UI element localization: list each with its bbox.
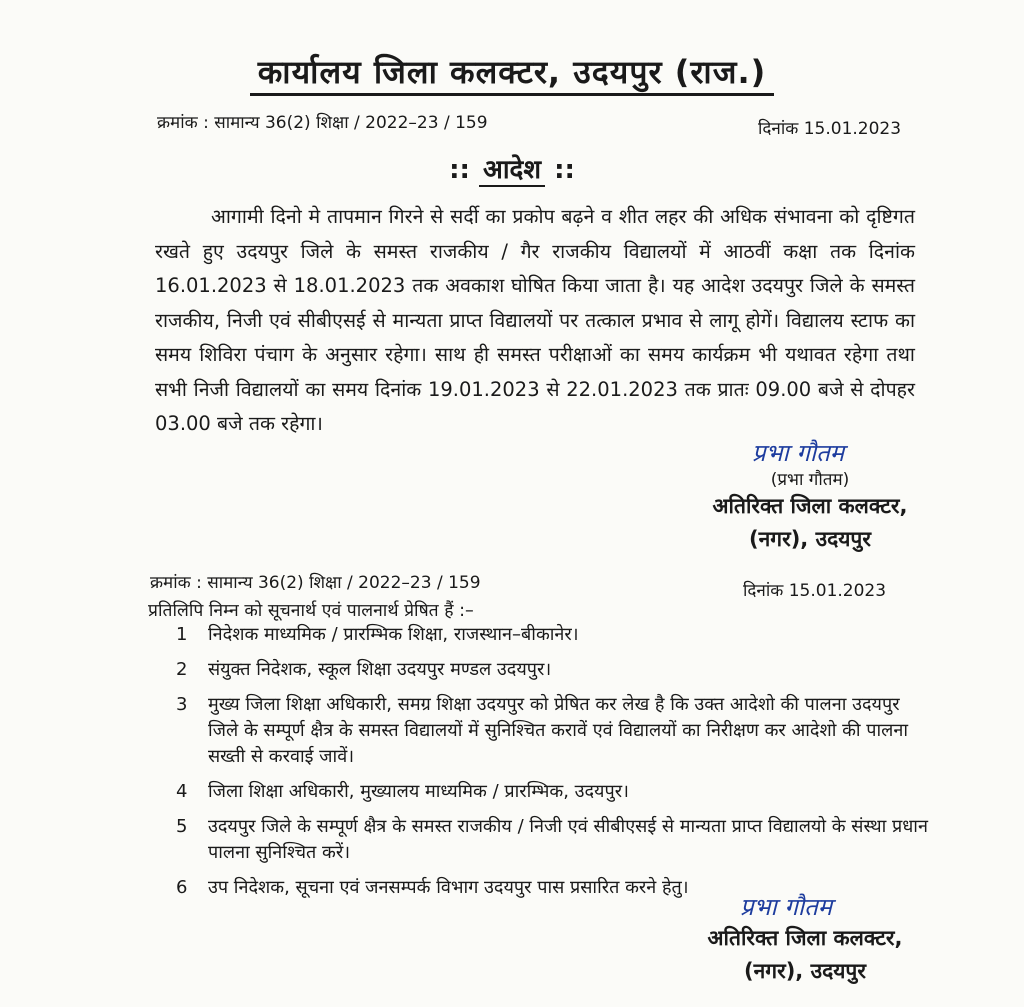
list-item xyxy=(172,779,932,805)
order-heading xyxy=(0,150,1024,186)
list-item-text: जिला शिक्षा अधिकारी, मुख्यालय माध्यमिक / प्रारम्भिक, उदयपुर। xyxy=(208,781,629,802)
signatory-designation: अतिरिक्त जिला कलक्टर, xyxy=(707,926,903,950)
order-heading-word: आदेश xyxy=(479,155,545,187)
signature-2: प्रभा गौतम xyxy=(740,893,833,921)
list-item-text: उप निदेशक, सूचना एवं जनसम्पर्क विभाग उदयपुर पास प्रसारित करने हेतु। xyxy=(208,877,689,898)
list-item xyxy=(172,657,932,683)
ref-number: क्रमांक : सामान्य 36(2) शिक्षा / 2022–23 / 159 xyxy=(157,113,488,133)
list-item-number: 3 xyxy=(176,694,188,715)
copy-ref-number: क्रमांक : सामान्य 36(2) शिक्षा / 2022–23 / 159 xyxy=(150,573,481,593)
list-item xyxy=(172,814,932,866)
signatory-block-2 xyxy=(680,922,930,988)
signatory-location: (नगर), उदयपुर xyxy=(749,527,871,551)
list-item-text: उदयपुर जिले के सम्पूर्ण क्षैत्र के समस्त राजकीय / निजी एवं सीबीएसई से मान्यता प्राप्त विद्यालयो के संस्था प्रधान पालना सुनिश्चित करें। xyxy=(208,816,928,863)
order-body: आगामी दिनो मे तापमान गिरने से सर्दी का प्रकोप बढ़ने व शीत लहर की अधिक संभावना को दृष्टिगत रखते हुए उदयपुर जिले के समस्त राजकीय / गैर राजकीय विद्यालयों में आठवीं कक्षा तक दिनांक 16.01.2023 से 18.01.2023 तक अवकाश घोषित किया जाता है। यह आदेश उदयपुर जिले के समस्त राजकीय, निजी एवं सीबीएसई से मान्यता प्राप्त विद्यालयों पर तत्काल प्रभाव से लागू होगें। विद्यालय स्टाफ का समय शिविरा पंचाग के अनुसार रहेगा। साथ ही समस्त परीक्षाओं का समय कार्यक्रम भी यथावत रहेगा तथा सभी निजी विद्यालयों का समय दिनांक 19.01.2023 से 22.01.2023 तक प्रातः 09.00 बजे से दोपहर 03.00 बजे तक रहेगा। xyxy=(155,205,915,435)
list-item-number: 2 xyxy=(176,659,188,680)
signatory-block-1 xyxy=(690,470,930,556)
list-item-text: निदेशक माध्यमिक / प्रारम्भिक शिक्षा, राजस्थान–बीकानेर। xyxy=(208,624,579,645)
office-title-text: कार्यालय जिला कलक्टर, उदयपुर (राज.) xyxy=(250,53,775,96)
list-item-number: 5 xyxy=(176,816,188,837)
office-title xyxy=(0,50,1024,93)
list-item-text: मुख्य जिला शिक्षा अधिकारी, समग्र शिक्षा उदयपुर को प्रेषित कर लेख है कि उक्त आदेशो की पालना उदयपुर जिले के सम्पूर्ण क्षैत्र के समस्त विद्यालयों में सुनिश्चित करावें एवं विद्यालयों का निरीक्षण कर आदेशो की पालना सख्ती से करवाई जावें। xyxy=(208,694,909,767)
list-item-text: संयुक्त निदेशक, स्कूल शिक्षा उदयपुर मण्डल उदयपुर। xyxy=(208,659,552,680)
order-heading-suffix: :: xyxy=(554,155,575,185)
list-item-number: 1 xyxy=(176,624,188,645)
copy-recipients-list xyxy=(172,622,932,910)
signatory-name: (प्रभा गौतम) xyxy=(770,470,850,490)
signature-1: प्रभा गौतम xyxy=(752,439,845,467)
copy-date: दिनांक 15.01.2023 xyxy=(743,581,887,601)
signatory-location: (नगर), उदयपुर xyxy=(744,959,866,983)
list-item-number: 6 xyxy=(176,877,188,898)
list-item-number: 4 xyxy=(176,781,188,802)
list-item xyxy=(172,622,932,648)
copy-intro: प्रतिलिपि निम्न को सूचनार्थ एवं पालनार्थ प्रेषित हैं :– xyxy=(148,601,474,621)
order-date: दिनांक 15.01.2023 xyxy=(758,119,902,139)
signatory-designation: अतिरिक्त जिला कलक्टर, xyxy=(712,494,908,518)
order-heading-prefix: :: xyxy=(449,155,470,185)
list-item xyxy=(172,692,932,770)
